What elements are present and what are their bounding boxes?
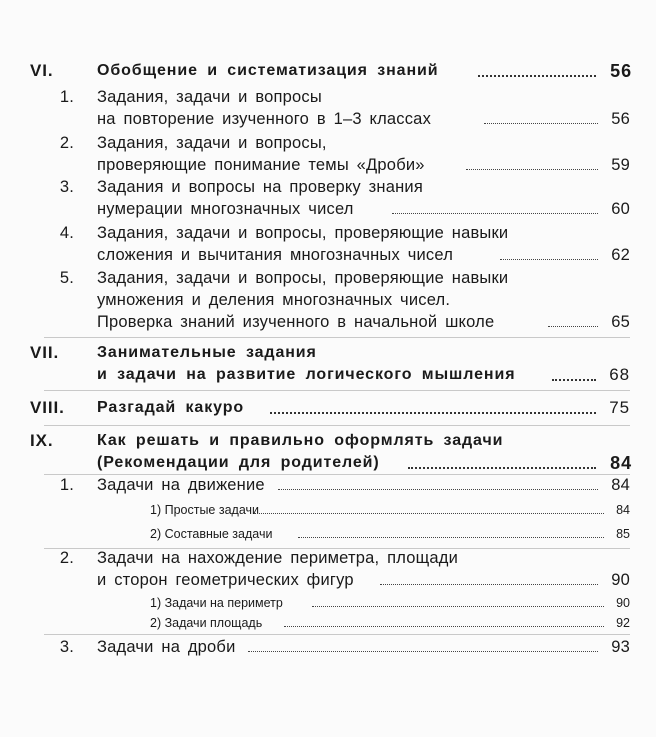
section-number: VII. [30,343,60,362]
item-title: Задачи на движение [97,476,265,494]
item-number: 2. [59,134,74,152]
item-number: 4. [59,224,74,242]
toc-item-vi-3[interactable] [0,176,656,220]
item-title-line: и сторон геометрических фигур [97,571,354,589]
page-number: 56 [610,61,632,81]
item-number: 3. [59,638,74,656]
page-number: 90 [611,571,630,589]
subitem-title: 2) Задачи площадь [150,616,263,630]
item-title-line: Задания, задачи и вопросы, [97,134,327,152]
page-number: 93 [611,638,630,656]
dot-leader [392,213,598,214]
toc-section-vii[interactable] [0,342,656,386]
item-title-line: Проверка знаний изученного в начальной школе [97,313,495,331]
item-title-line: Задания, задачи и вопросы, проверяющие навыки [97,224,509,242]
toc-item-vi-5[interactable] [0,267,656,333]
section-title: Разгадай какуро [97,399,245,416]
toc-item-ix-2[interactable] [0,547,656,591]
item-title-line: Задания и вопросы на проверку знания [97,178,423,196]
section-title-line: и задачи на развитие логического мышления [97,366,516,383]
dot-leader [548,326,598,327]
toc-section-viii[interactable] [0,397,656,419]
page-number: 62 [611,246,630,264]
page-number: 84 [611,476,630,494]
toc-subitem-ix-1-2[interactable] [0,523,656,545]
toc-subitem-ix-2-2[interactable] [0,612,656,634]
page-number: 68 [609,365,630,384]
section-number: VIII. [30,398,65,417]
dot-leader [478,75,596,77]
item-number: 1. [59,88,74,106]
dot-leader [270,412,596,414]
toc-subitem-ix-2-1[interactable] [0,592,656,614]
page-number: 65 [611,313,630,331]
page-number: 59 [611,156,630,174]
item-number: 5. [59,269,74,287]
toc-item-vi-1[interactable] [0,86,656,130]
toc-item-vi-4[interactable] [0,222,656,266]
dot-leader [500,259,598,260]
toc-subitem-ix-1-1[interactable] [0,499,656,521]
dot-leader [552,379,596,381]
item-title-line: Задания, задачи и вопросы, проверяющие навыки [97,269,509,287]
item-title-line: Задачи на нахождение периметра, площади [97,549,459,567]
item-number: 3. [59,178,74,196]
item-number: 1. [59,476,74,494]
page-number: 75 [609,398,630,417]
dot-leader [298,537,604,538]
divider [44,390,630,391]
section-title: Обобщение и систематизация знаний [97,62,439,79]
dot-leader [380,584,598,585]
toc-section-vi[interactable] [0,60,656,82]
dot-leader [408,467,596,469]
section-title-line: (Рекомендации для родителей) [97,454,380,471]
dot-leader [254,513,604,514]
section-number: VI. [30,61,54,80]
item-title: Задачи на дроби [97,638,236,656]
dot-leader [484,123,598,124]
item-title-line: проверяющие понимание темы «Дроби» [97,156,425,174]
section-title-line: Как решать и правильно оформлять задачи [97,432,504,449]
page-number: 56 [611,110,630,128]
divider [44,337,630,338]
item-title-line: Задания, задачи и вопросы [97,88,322,106]
page-number: 85 [616,527,630,541]
toc-item-ix-1[interactable] [0,474,656,496]
divider [44,634,630,635]
page-number: 60 [611,200,630,218]
page-number: 90 [616,596,630,610]
section-title-line: Занимательные задания [97,344,317,361]
dot-leader [278,489,598,490]
page-number: 84 [610,453,632,473]
item-title-line: на повторение изученного в 1–3 классах [97,110,432,128]
subitem-title: 2) Составные задачи [150,527,273,541]
dot-leader [248,651,598,652]
subitem-title: 1) Простые задачи [150,503,260,517]
item-title-line: умножения и деления многозначных чисел. [97,291,451,309]
page-number: 84 [616,503,630,517]
toc-section-ix[interactable] [0,430,656,474]
divider [44,425,630,426]
page-number: 92 [616,616,630,630]
toc-item-ix-3[interactable] [0,636,656,658]
section-number: IX. [30,431,54,450]
subitem-title: 1) Задачи на периметр [150,596,283,610]
dot-leader [284,626,604,627]
dot-leader [466,169,598,170]
item-number: 2. [59,549,74,567]
dot-leader [312,606,604,607]
item-title-line: сложения и вычитания многозначных чисел [97,246,454,264]
item-title-line: нумерации многозначных чисел [97,200,354,218]
toc-item-vi-2[interactable] [0,132,656,176]
